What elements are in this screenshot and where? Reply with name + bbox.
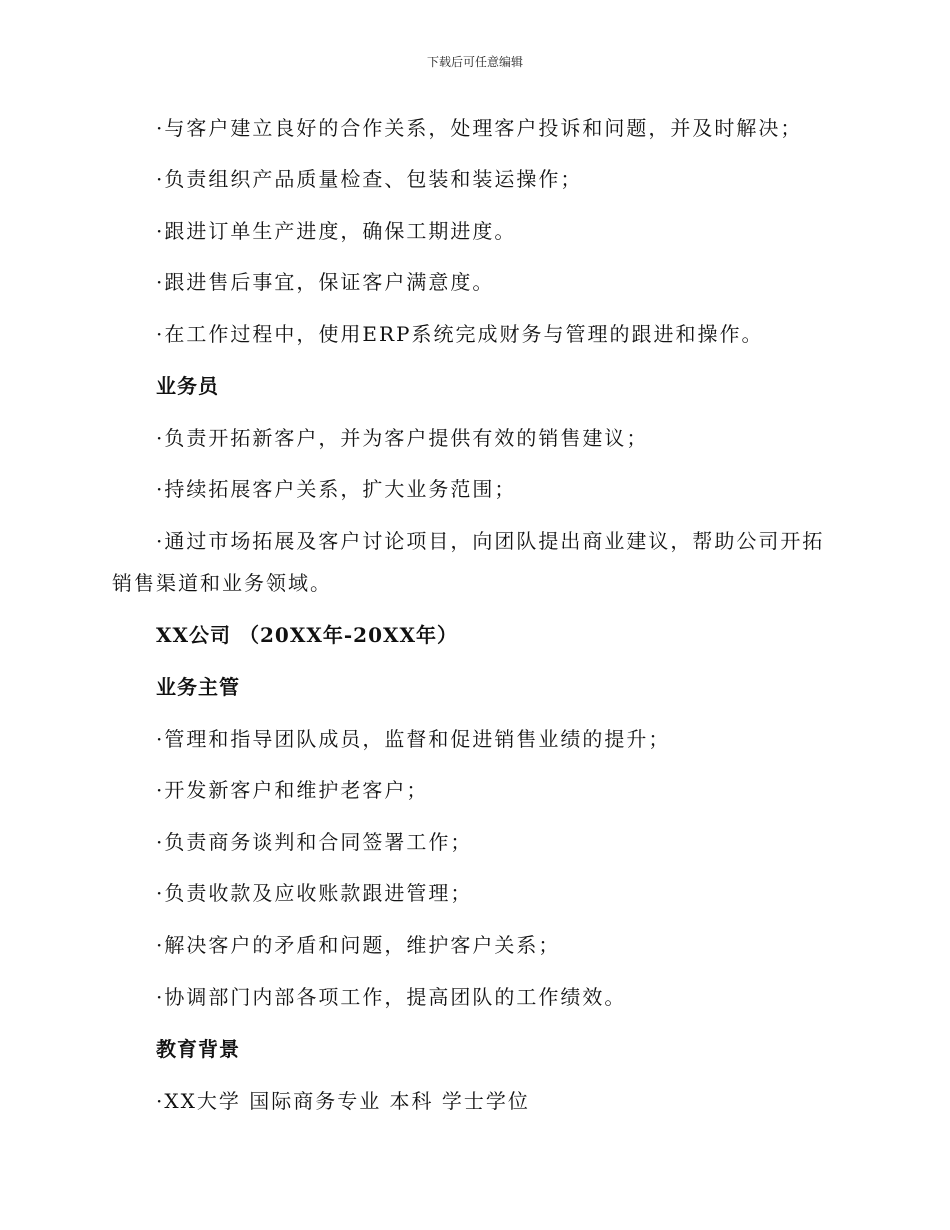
education-item: ·XX大学 国际商务专业 本科 学士学位 bbox=[156, 1089, 530, 1113]
section-heading-supervisor: 业务主管 bbox=[156, 675, 240, 699]
duty-item: ·通过市场拓展及客户讨论项目，向团队提出商业建议，帮助公司开拓 bbox=[156, 529, 825, 553]
duty-item: ·在工作过程中，使用ERP系统完成财务与管理的跟进和操作。 bbox=[156, 322, 764, 346]
duty-item: ·协调部门内部各项工作，提高团队的工作绩效。 bbox=[156, 985, 627, 1009]
duty-item: ·负责商务谈判和合同签署工作； bbox=[156, 830, 473, 854]
duty-item: ·负责组织产品质量检查、包装和装运操作； bbox=[156, 167, 583, 191]
duty-item: ·与客户建立良好的合作关系，处理客户投诉和问题，并及时解决； bbox=[156, 116, 803, 140]
duty-item: ·跟进订单生产进度，确保工期进度。 bbox=[156, 219, 517, 243]
duty-item: ·解决客户的矛盾和问题，维护客户关系； bbox=[156, 933, 561, 957]
section-heading-education: 教育背景 bbox=[156, 1037, 240, 1061]
duty-item: ·持续拓展客户关系，扩大业务范围； bbox=[156, 477, 517, 501]
duty-item: ·跟进售后事宜，保证客户满意度。 bbox=[156, 270, 495, 294]
duty-item: ·负责开拓新客户，并为客户提供有效的销售建议； bbox=[156, 426, 649, 450]
duty-item: ·开发新客户和维护老客户； bbox=[156, 778, 429, 802]
company-heading: XX公司 （20XX年-20XX年） bbox=[156, 623, 459, 647]
page-header: 下载后可任意编辑 bbox=[426, 55, 523, 69]
section-heading-salesperson: 业务员 bbox=[156, 374, 219, 398]
duty-item-continuation: 销售渠道和业务领域。 bbox=[112, 571, 332, 595]
duty-item: ·管理和指导团队成员，监督和促进销售业绩的提升； bbox=[156, 727, 671, 751]
duty-item: ·负责收款及应收账款跟进管理； bbox=[156, 881, 473, 905]
